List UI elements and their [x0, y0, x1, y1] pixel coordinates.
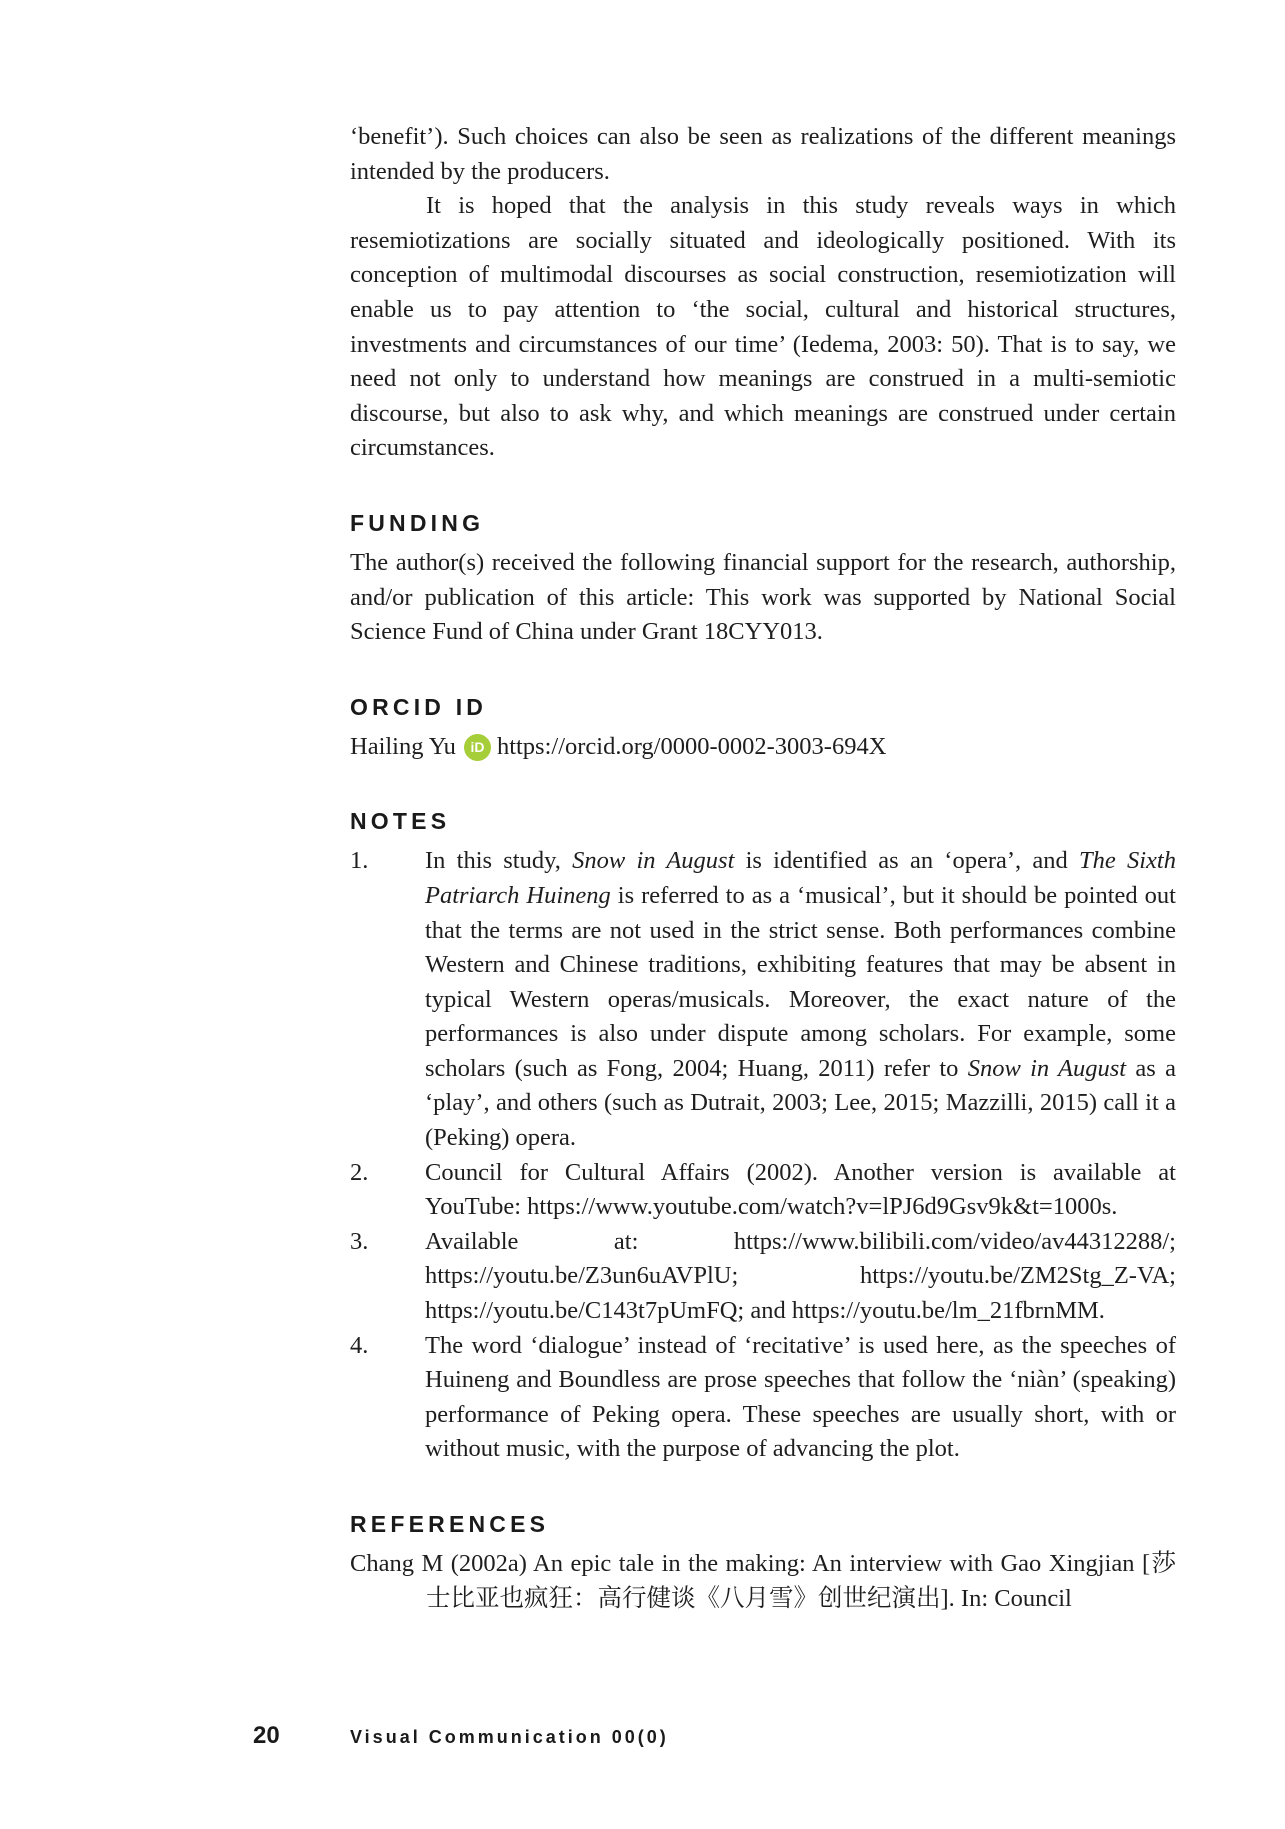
note-number: 4.	[350, 1331, 369, 1359]
notes-list	[350, 844, 1176, 1467]
references-heading: REFERENCES	[350, 1511, 550, 1537]
reference-entry: Chang M (2002a) An epic tale in the making: An interview with Gao Xingjian [莎士比亚也疯狂：高行健谈《八月雪》创世纪演出]. In: Council	[350, 1550, 1176, 1612]
orcid-icon: iD	[464, 734, 491, 761]
funding-text: The author(s) received the following financial support for the research, authorship, and/or publication of this article: This work was supported by National Social Science Fund of China under Grant 18CYY013.	[350, 548, 1176, 646]
funding-heading: FUNDING	[350, 509, 485, 536]
body-paragraph-1: ‘benefit’). Such choices can also be seen as realizations of the different meanings intended by the producers.	[350, 123, 1176, 185]
running-footer-journal: Visual Communication 00(0)	[350, 1727, 669, 1747]
note-number: 1.	[350, 847, 369, 875]
italic-title: The Sixth Patriarch Huineng	[425, 847, 1176, 909]
italic-title: Snow in August	[572, 847, 735, 875]
orcid-line	[350, 730, 1176, 765]
note-number: 3.	[350, 1227, 369, 1255]
italic-title: Snow in August	[967, 1054, 1127, 1082]
orcid-link[interactable]: https://orcid.org/0000-0002-3003-694X	[496, 732, 887, 760]
notes-heading: NOTES	[350, 808, 451, 835]
body-paragraph-2: It is hoped that the analysis in this study reveals ways in which resemiotizations are socially situated and ideologically positioned. With its conception of multimodal discourses as social construction, resemiotization will enable us to pay attention to ‘the social, cultural and historical structures, investments and circumstances of our time’ (Iedema, 2003: 50). That is to say, we need not only to understand how meanings are construed in a multi-semiotic discourse, but also to ask why, and which meanings are construed under certain circumstances.	[350, 192, 1176, 462]
note-text: The word ‘dialogue’ instead of ‘recitative’ is used here, as the speeches of Huineng and Boundless are prose speeches that follow the ‘niàn’ (speaking) performance of Peking opera. These speeches are usually short, with or without music, with the purpose of advancing the plot.	[425, 1331, 1176, 1463]
page-number: 20	[253, 1722, 280, 1749]
main-column	[350, 120, 1176, 1616]
note-text: Available at: https://www.bilibili.com/video/av44312288/; https://youtu.be/Z3un6uAVPlU; https://youtu.be/ZM2Stg_Z-VA; https://youtu.be/C143t7pUmFQ; and https://youtu.be/lm_21fbrnMM.	[425, 1227, 1176, 1325]
note-text: In this study, Snow in August is identified as an ‘opera’, and The Sixth Patriarch Huineng is referred to as a ‘musical’, but it should be pointed out that the terms are not used in the strict sense. Both performances combine Western and Chinese traditions, exhibiting features that may be absent in typical Western operas/musicals. Moreover, the exact nature of the performances is also under dispute among scholars. For example, some scholars (such as Fong, 2004; Huang, 2011) refer to Snow in August as a ‘play’, and others (such as Dutrait, 2003; Lee, 2015; Mazzilli, 2015) call it a (Peking) opera.	[425, 847, 1176, 1152]
note-item	[350, 1329, 1176, 1467]
note-item	[350, 1156, 1176, 1225]
orcid-heading: ORCID ID	[350, 693, 488, 720]
author-name: Hailing Yu	[350, 732, 456, 760]
note-item	[350, 1225, 1176, 1329]
note-item	[350, 844, 1176, 1155]
note-number: 2.	[350, 1158, 369, 1186]
note-text: Council for Cultural Affairs (2002). Another version is available at YouTube: https://www.youtube.com/watch?v=lPJ6d9Gsv9k&t=1000s.	[425, 1158, 1176, 1221]
